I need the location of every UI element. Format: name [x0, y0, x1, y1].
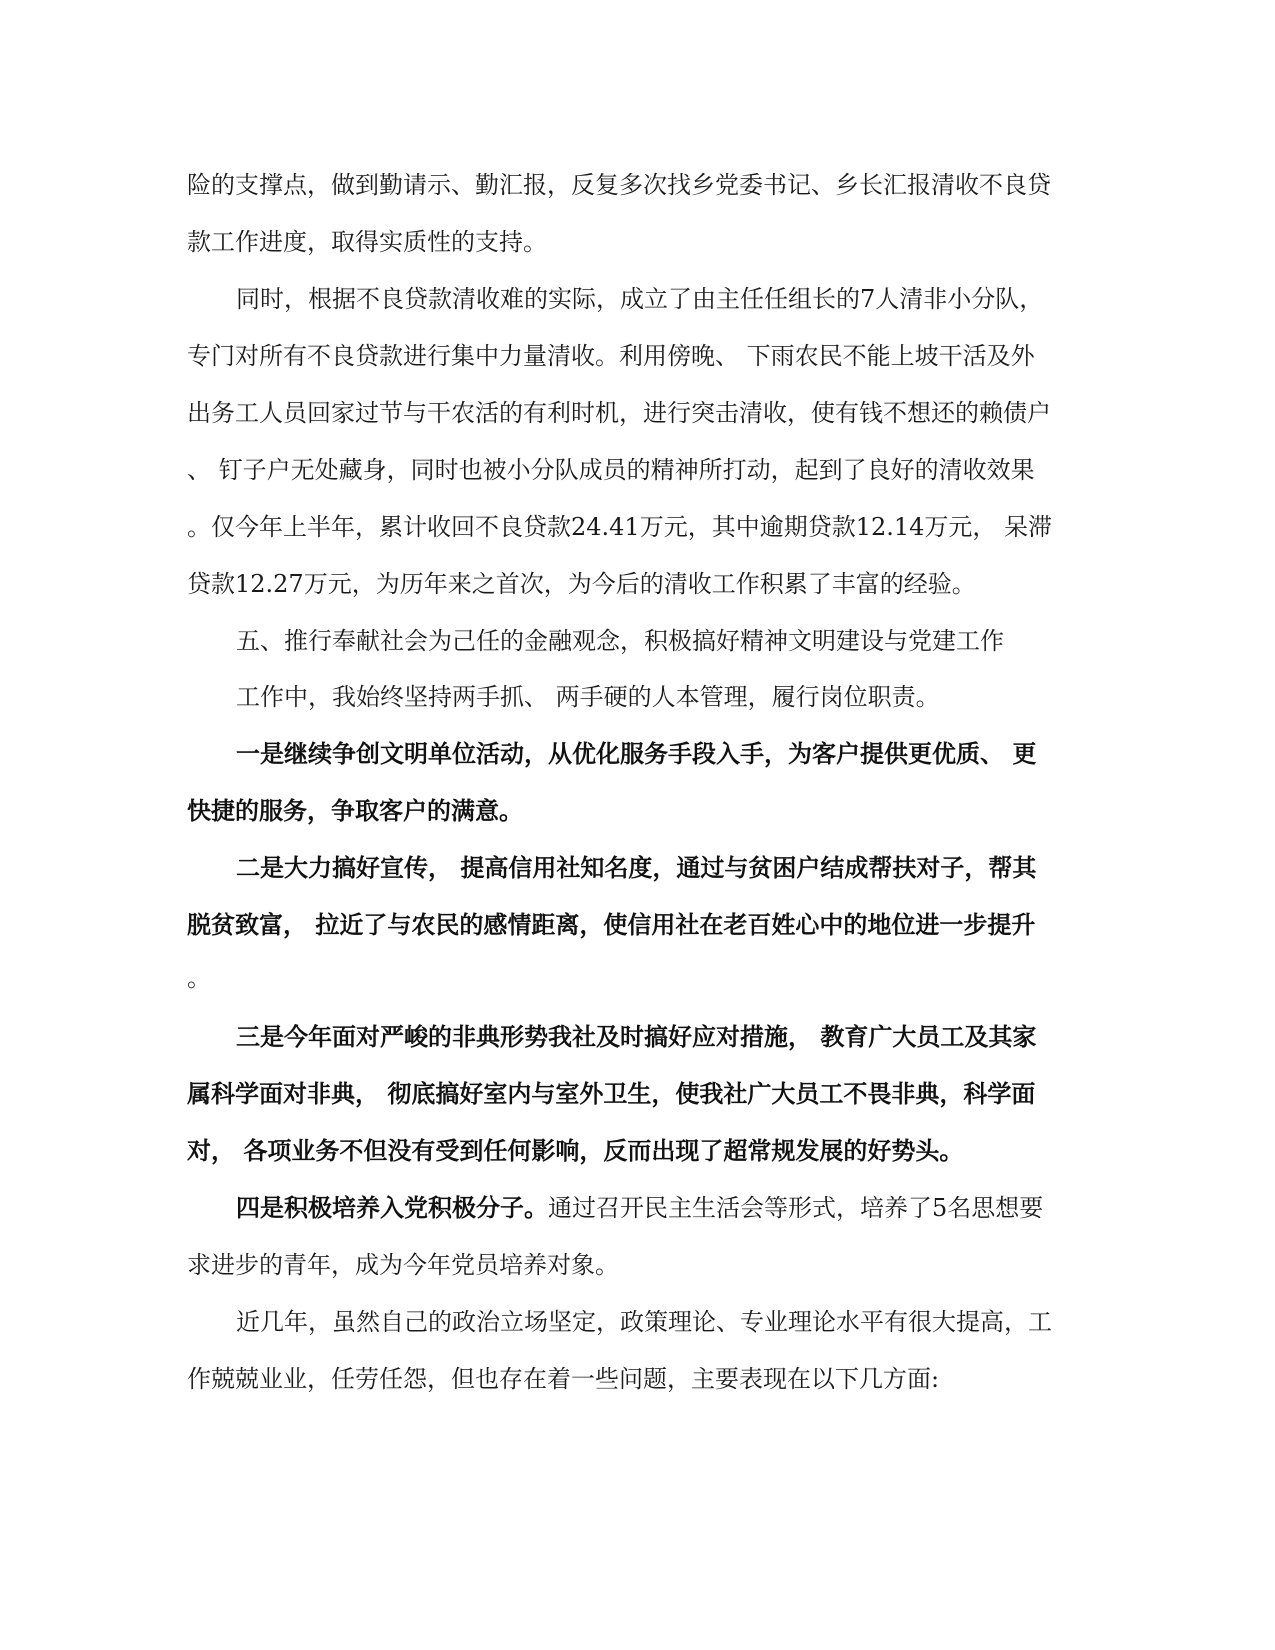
paragraph-line: 作兢兢业业，任劳任怨，但也存在着一些问题，主要表现在以下几方面:	[187, 1365, 940, 1393]
paragraph-line: 工作中，我始终坚持两手抓、 两手硬的人本管理，履行岗位职责。	[236, 683, 940, 711]
paragraph-text: 通过召开民主生活会等形式，培养了5名思想要	[548, 1194, 1044, 1222]
bold-paragraph-line: 对， 各项业务不但没有受到任何影响，反而出现了超常规发展的好势头。	[187, 1137, 964, 1165]
paragraph-line: 。仅今年上半年，累计收回不良贷款24.41万元，其中逾期贷款12.14万元， 呆滞	[187, 513, 1053, 541]
paragraph-line: 。	[187, 964, 211, 992]
paragraph-line: 近几年，虽然自己的政治立场坚定，政策理论、专业理论水平有很大提高，工	[236, 1308, 1052, 1336]
paragraph-line: 求进步的青年，成为今年党员培养对象。	[187, 1251, 619, 1279]
paragraph-line: 、 钉子户无处藏身，同时也被小分队成员的精神所打动，起到了良好的清收效果	[187, 456, 1035, 484]
section-heading: 五、推行奉献社会为己任的金融观念，积极搞好精神文明建设与党建工作	[236, 627, 1004, 655]
paragraph-line: 款工作进度，取得实质性的支持。	[187, 228, 547, 256]
paragraph-line: 同时，根据不良贷款清收难的实际，成立了由主任任组长的7人清非小分队，	[236, 285, 1044, 313]
bold-paragraph-line: 二是大力搞好宣传， 提高信用社知名度，通过与贫困户结成帮扶对子，帮其	[236, 854, 1037, 882]
paragraph-line: 贷款12.27万元，为历年来之首次，为今后的清收工作积累了丰富的经验。	[187, 570, 976, 598]
paragraph-line: 专门对所有不良贷款进行集中力量清收。利用傍晚、 下雨农民不能上坡干活及外	[187, 342, 1035, 370]
bold-paragraph-line: 快捷的服务，争取客户的满意。	[187, 797, 523, 825]
paragraph-line: 出务工人员回家过节与干农活的有利时机，进行突击清收，使有钱不想还的赖债户	[187, 399, 1051, 427]
bold-paragraph-line: 脱贫致富， 拉近了与农民的感情距离，使信用社在老百姓心中的地位进一步提升	[187, 911, 1036, 939]
bold-paragraph-line: 一是继续争创文明单位活动，从优化服务手段入手，为客户提供更优质、 更	[236, 740, 1037, 768]
bold-lead-text: 四是积极培养入党积极分子。	[236, 1194, 548, 1222]
mixed-paragraph-line	[236, 1193, 1141, 1223]
paragraph-line: 险的支撑点，做到勤请示、勤汇报，反复多次找乡党委书记、乡长汇报清收不良贷	[187, 171, 1051, 199]
bold-paragraph-line: 三是今年面对严峻的非典形势我社及时搞好应对措施， 教育广大员工及其家	[236, 1023, 1037, 1051]
bold-paragraph-line: 属科学面对非典， 彻底搞好室内与室外卫生，使我社广大员工不畏非典，科学面	[187, 1080, 1036, 1108]
